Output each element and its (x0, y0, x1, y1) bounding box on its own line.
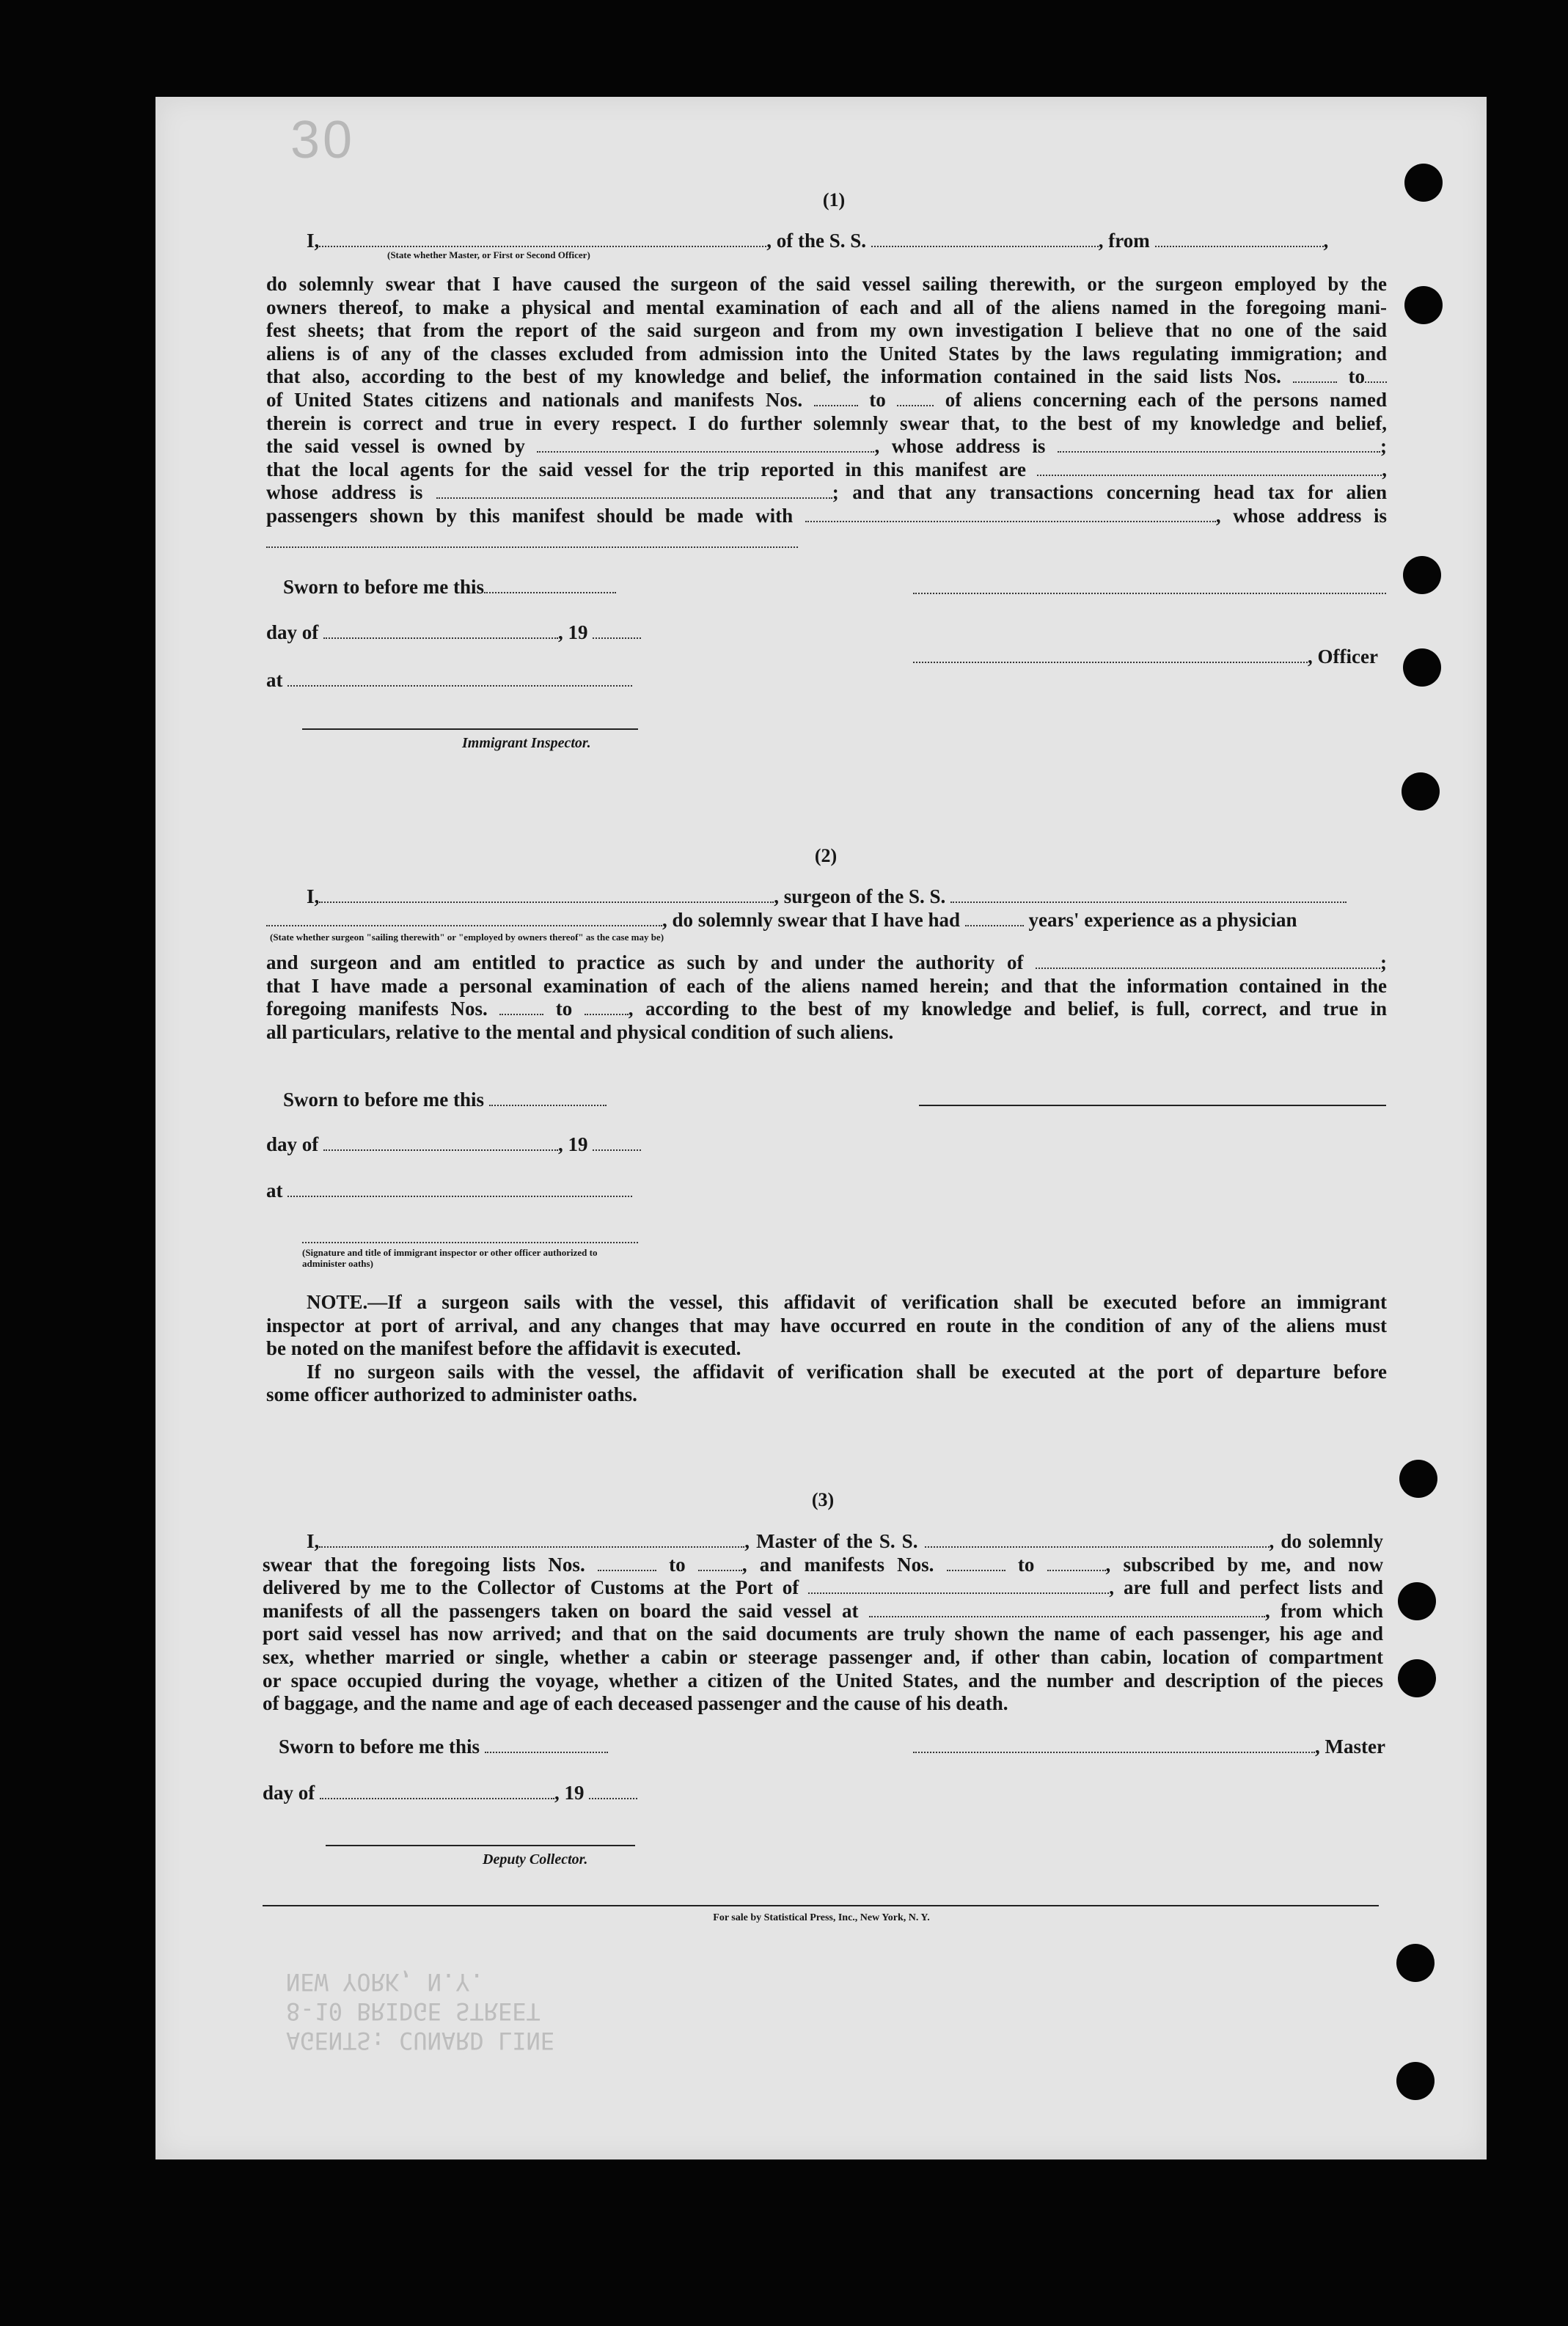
binder-hole (1398, 1582, 1436, 1620)
s1-sworn: Sworn to before me this (283, 576, 616, 599)
s2-line-2: , do solemnly swear that I have had years' experience as a physician (266, 909, 1297, 932)
s1-at: at (266, 669, 632, 692)
binder-hole (1399, 1460, 1437, 1498)
s2-sworn: Sworn to before me this (283, 1089, 607, 1111)
s3-master: , Master (913, 1736, 1385, 1758)
s1-inspector-sig-line (302, 728, 638, 730)
s1-caption: (State whether Master, or First or Second Officer) (387, 249, 590, 260)
section-2-number: (2) (814, 845, 838, 866)
s1-address-line (266, 546, 798, 548)
s1-line-1: I, , of the S. S. , from , (307, 230, 1329, 252)
s3-day: day of , 19 (263, 1782, 637, 1804)
s1-body: do solemnly swear that I have caused the surgeon of the said vessel sailing therewith, or the surgeon employed by the owners thereof, to make a physical and mental examination of each and all of the aliens named in the foregoing mani- fest sheets; that from the report of the said surgeon and from my own investigation I believe that no one of the said aliens is of any of the classes excluded from admission into the United States by the laws regulating immigration; and that also, according to the best of my knowledge and belief, the information contained in the said lists Nos. to of United States citizens and nationals and manifests Nos. to of aliens concerning each of the persons named therein is correct and true in every respect. I do further solemnly swear that, to the best of my knowledge and belief, the said vessel is owned by , whose address is ; that the local agents for the said vessel for the trip reported in this manifest are , whose address is ; and that any transactions concerning head tax for alien passengers shown by this manifest should be made with , whose address is (266, 273, 1388, 527)
binder-hole (1396, 2062, 1435, 2100)
s3-sworn: Sworn to before me this (279, 1736, 608, 1758)
s1-officer-line-top (913, 593, 1386, 594)
binder-hole (1396, 1944, 1435, 1982)
agent-stamp: AGENTS: CUNARD LINE 8-10 BRIDGE STREET NEW YORK, N.Y. (286, 1968, 555, 2055)
footer-rule (263, 1905, 1379, 1906)
binder-hole (1402, 772, 1440, 811)
binder-hole (1404, 164, 1443, 202)
s2-at: at (266, 1180, 632, 1202)
binder-hole (1404, 286, 1443, 324)
binder-hole (1398, 1659, 1436, 1697)
s2-sig-caption: (Signature and title of immigrant inspector or other officer authorized to administer oaths) (302, 1247, 598, 1269)
section-3-number: (3) (811, 1489, 835, 1510)
binder-hole (1403, 556, 1441, 594)
s1-officer: , Officer (913, 645, 1378, 668)
s2-day: day of , 19 (266, 1133, 641, 1156)
s3-collector-sig-line (326, 1845, 635, 1846)
s1-inspector-caption: Immigrant Inspector. (462, 735, 591, 751)
s2-line-1: I, , surgeon of the S. S. (307, 885, 1347, 908)
s2-surgeon-sig-line (919, 1105, 1386, 1106)
section-1-number: (1) (822, 189, 846, 211)
page-number-stamp: 30 (290, 111, 356, 169)
s2-officer-sig-line (302, 1242, 638, 1243)
s1-day: day of , 19 (266, 621, 641, 644)
s3-body: I, , Master of the S. S. , do solemnly swear that the foregoing lists Nos. to , and manifests Nos. to , subscribed by me, and now delivered by me to the Collector of Customs at the Port of , are full and perfect lists and manifests of all the passengers taken on board the said vessel at , from which port said vessel has now arrived; and that on the said documents are truly shown the name of each passenger, his age and sex, whether married or single, whether a cabin or steerage passenger and, if other than cabin, location of compartment or space occupied during the voyage, whether a citizen of the United States, and the number and description of the pieces of baggage, and the name and age of each deceased passenger and the cause of his death. (263, 1530, 1384, 1715)
s2-body: and surgeon and am entitled to practice as such by and under the authority of ; that I have made a personal examination of each of the aliens named herein; and that the information contained in the foregoing manifests Nos. to , according to the best of my knowledge and belief, is full, correct, and true in all particulars, relative to the mental and physical condition of such aliens. (266, 951, 1388, 1043)
s3-deputy-caption: Deputy Collector. (483, 1851, 588, 1868)
s2-note: NOTE.—If a surgeon sails with the vessel, this affidavit of verification shall be executed before an immigrant inspector at port of arrival, and any changes that may have occurred en route in the condition of any of the aliens must be noted on the manifest before the affidavit is executed. If no surgeon sails with the vessel, the affidavit of verification shall be executed at the port of departure before some officer authorized to administer oaths. (266, 1291, 1387, 1406)
printer-imprint: For sale by Statistical Press, Inc., New York, N. Y. (713, 1912, 930, 1923)
s2-caption: (State whether surgeon "sailing therewith" or "employed by owners thereof" as the case may be) (270, 932, 664, 943)
binder-hole (1403, 648, 1441, 687)
